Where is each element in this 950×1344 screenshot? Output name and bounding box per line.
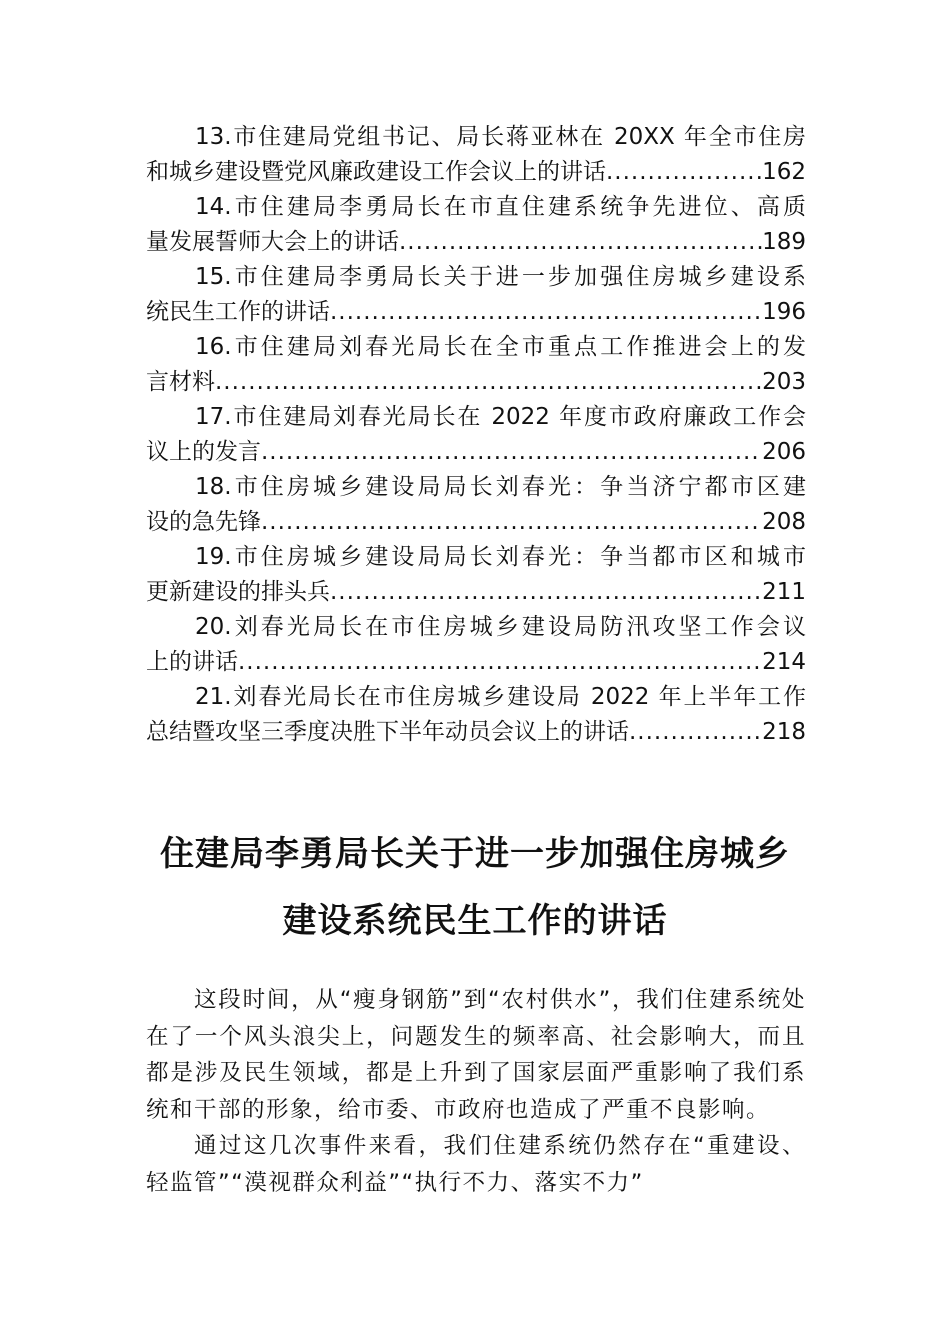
toc-page-number: 203 bbox=[762, 369, 806, 395]
toc-page-number: 211 bbox=[762, 579, 806, 605]
toc-dot-leader bbox=[261, 505, 762, 540]
table-of-contents bbox=[146, 120, 806, 750]
toc-entry[interactable] bbox=[146, 610, 806, 680]
toc-entry-title-continued: 言材料 bbox=[146, 369, 215, 395]
toc-entry[interactable] bbox=[146, 260, 806, 330]
toc-entry-title-continued: 设的急先锋 bbox=[146, 509, 261, 535]
toc-page-number: 196 bbox=[762, 299, 806, 325]
toc-dot-leader bbox=[606, 155, 762, 190]
toc-entry[interactable] bbox=[146, 400, 806, 470]
toc-page-number: 208 bbox=[762, 509, 806, 535]
toc-entry-title-continued: 总结暨攻坚三季度决胜下半年动员会议上的讲话 bbox=[146, 719, 629, 745]
toc-entry-title: 16.市住建局刘春光局长在全市重点工作推进会上的发 bbox=[195, 334, 806, 360]
toc-entry-title-continued: 上的讲话 bbox=[146, 649, 238, 675]
toc-dot-leader bbox=[215, 365, 762, 400]
toc-page-number: 162 bbox=[762, 159, 806, 185]
toc-entry[interactable] bbox=[146, 330, 806, 400]
toc-dot-leader bbox=[629, 715, 762, 750]
toc-entry-title-continued: 和城乡建设暨党风廉政建设工作会议上的讲话 bbox=[146, 159, 606, 185]
toc-entry-title: 20.刘春光局长在市住房城乡建设局防汛攻坚工作会议 bbox=[195, 614, 806, 640]
toc-entry-title-continued: 统民生工作的讲话 bbox=[146, 299, 330, 325]
toc-entry-title: 14.市住建局李勇局长在市直住建系统争先进位、高质 bbox=[195, 194, 806, 220]
toc-dot-leader bbox=[330, 575, 762, 610]
toc-page-number: 218 bbox=[762, 719, 806, 745]
toc-entry-title-continued: 议上的发言 bbox=[146, 439, 261, 465]
toc-dot-leader bbox=[238, 645, 762, 680]
toc-entry[interactable] bbox=[146, 470, 806, 540]
toc-entry-title-continued: 量发展誓师大会上的讲话 bbox=[146, 229, 399, 255]
toc-entry-title: 21.刘春光局长在市住房城乡建设局 2022 年上半年工作 bbox=[195, 684, 806, 710]
toc-page-number: 189 bbox=[762, 229, 806, 255]
toc-entry-title: 15.市住建局李勇局长关于进一步加强住房城乡建设系 bbox=[195, 264, 806, 290]
toc-dot-leader bbox=[399, 225, 762, 260]
toc-entry[interactable] bbox=[146, 190, 806, 260]
toc-entry-title-continued: 更新建设的排头兵 bbox=[146, 579, 330, 605]
document-title-line-2: 建设系统民生工作的讲话 bbox=[282, 901, 668, 941]
toc-entry[interactable] bbox=[146, 540, 806, 610]
toc-entry[interactable] bbox=[146, 680, 806, 750]
toc-entry-title: 19.市住房城乡建设局局长刘春光：争当都市区和城市 bbox=[195, 544, 806, 570]
toc-entry-title: 17.市住建局刘春光局长在 2022 年度市政府廉政工作会 bbox=[195, 404, 806, 430]
body-paragraph: 这段时间，从“瘦身钢筋”到“农村供水”，我们住建系统处在了一个风头浪尖上，问题发生的频率高、社会影响大，而且都是涉及民生领域，都是上升到了国家层面严重影响了我们系统和干部的形象，给市委、市政府也造成了严重不良影响。 bbox=[146, 987, 806, 1123]
toc-entry-title: 13.市住建局党组书记、局长蒋亚林在 20XX 年全市住房 bbox=[195, 124, 806, 150]
body-paragraph: 通过这几次事件来看，我们住建系统仍然存在“重建设、轻监管”“漠视群众利益”“执行不力、落实不力” bbox=[146, 1133, 806, 1196]
document-title-line-1: 住建局李勇局长关于进一步加强住房城乡 bbox=[160, 834, 790, 874]
toc-page-number: 214 bbox=[762, 649, 806, 675]
document-body bbox=[146, 982, 806, 1201]
toc-entry-title: 18.市住房城乡建设局局长刘春光：争当济宁都市区建 bbox=[195, 474, 806, 500]
toc-entry[interactable] bbox=[146, 120, 806, 190]
toc-dot-leader bbox=[330, 295, 762, 330]
toc-dot-leader bbox=[261, 435, 762, 470]
toc-page-number: 206 bbox=[762, 439, 806, 465]
